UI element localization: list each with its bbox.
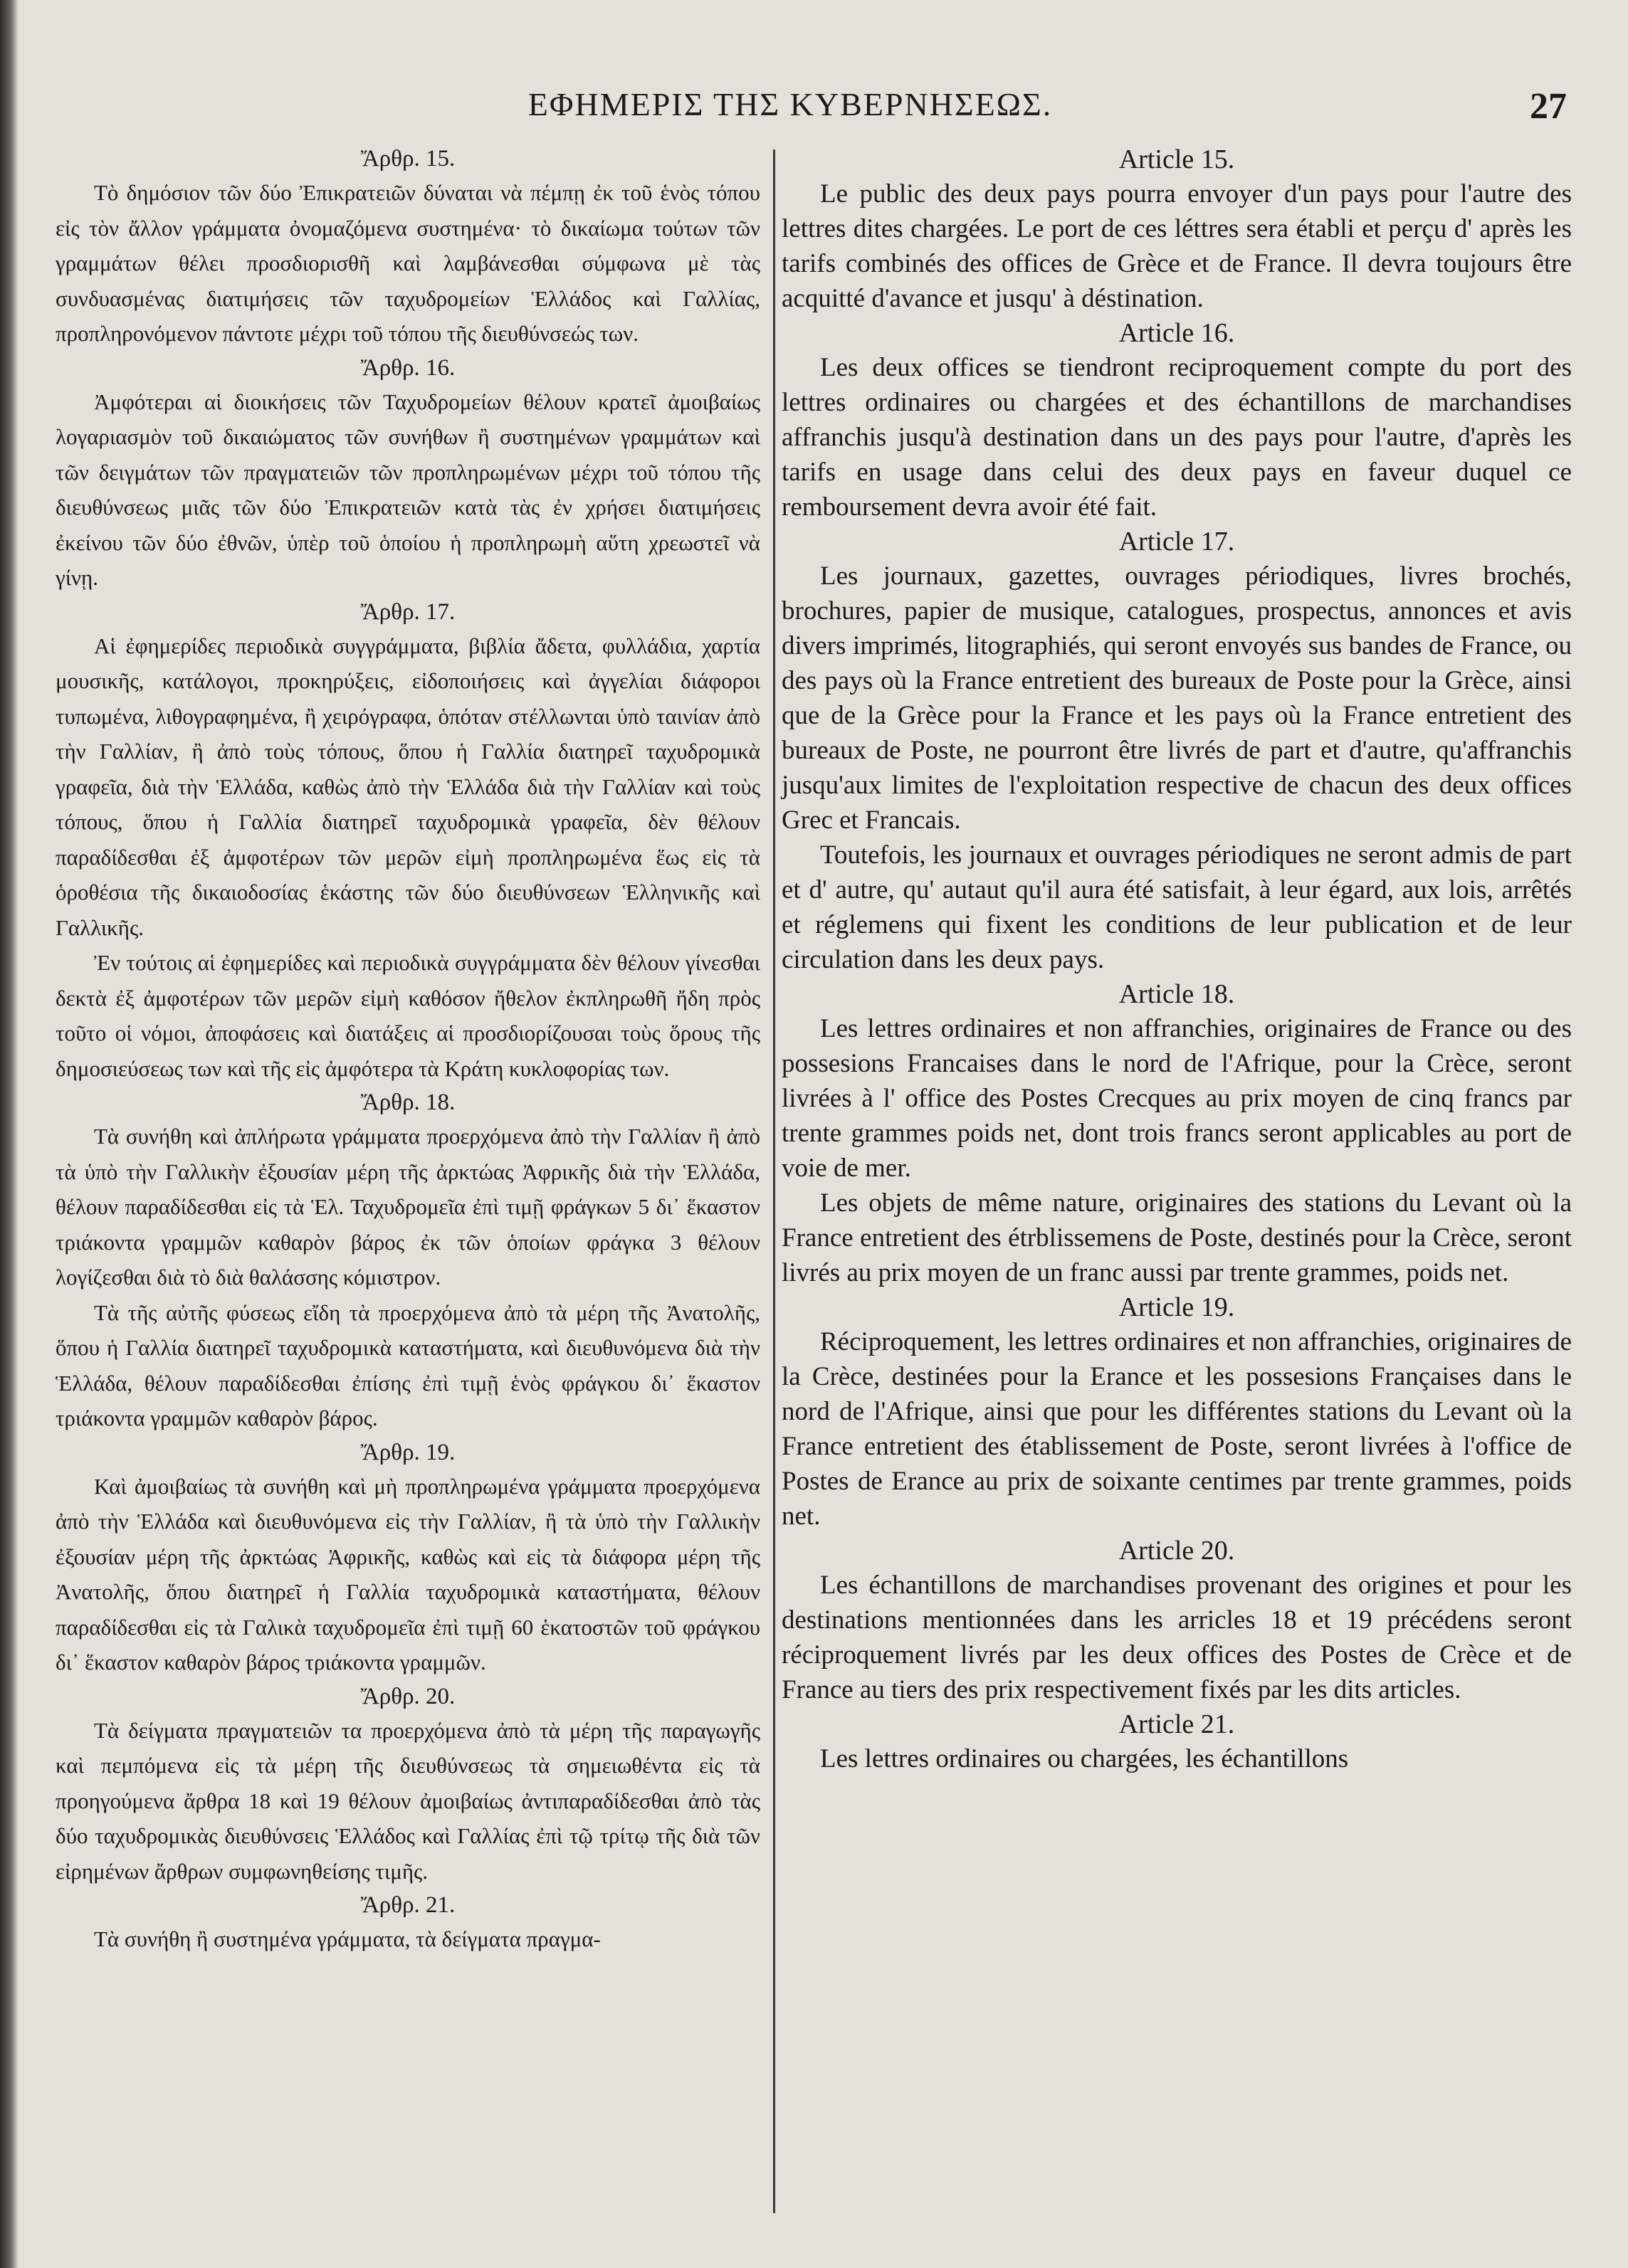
greek-article-19 (56, 1436, 760, 1680)
greek-article-16 (56, 352, 760, 596)
article-paragraph: Αἱ ἐφημερίδες περιοδικὰ συγγράμματα, βιβλία ἄδετα, φυλλάδια, χαρτία μουσικῆς, κατάλογοι, προκηρύξεις, εἰδοποιήσεις καὶ ἀγγελίαι διάφοροι τυπωμένα, λιθογραφημένα, ἢ χειρόγραφα, ὁπόταν στέλλωνται ὑπὸ ταινίαν ἀπὸ τὴν Γαλλίαν, ἢ ἀπὸ τοὺς τόπους, ὅπου ἡ Γαλλία διατηρεῖ ταχυδρομικὰ γραφεῖα, διὰ τὴν Ἑλλάδα, καθὼς ἀπὸ τὴν Ἑλλάδα διὰ τὴν Γαλλίαν καὶ τοὺς τόπους, ὅπου ἡ Γαλλία διατηρεῖ ταχυδρομικὰ γραφεῖα, δὲν θέλουν παραδίδεσθαι ἐξ ἀμφοτέρων τῶν μερῶν εἰμὴ προπληρωμένα ἕως εἰς τὰ ὁροθέσια τῆς δικαιοδοσίας ἑκάστης τῶν δύο διευθύνσεων Ἑλληνικῆς καὶ Γαλλικῆς. (56, 633, 760, 940)
column-divider (773, 149, 775, 2213)
binding-shadow (0, 0, 19, 2268)
article-paragraph: Les lettres ordinaires et non affranchies, originaires de France ou des possesions Francaises dans le nord de l'Afrique, pour la Crèce, seront livrées à l' office des Postes Crecques au prix moyen de cinq francs par trente grammes poids net, dont trois francs seront applicables au port de voie de mer. (782, 1014, 1572, 1183)
article-paragraph: Le public des deux pays pourra envoyer d'un pays pour l'autre des lettres dites chargées. Le port de ces léttres sera établi et perçu d' après les tarifs combinés des offices de Grèce et de France. Il devra toujours être acquitté d'avance et jusqu' à déstination. (782, 179, 1572, 313)
article-heading: Article 17. (1118, 527, 1235, 557)
greek-article-17 (56, 596, 760, 1087)
article-heading: Ἄρθρ. 15. (360, 146, 456, 172)
article-paragraph: Les lettres ordinaires ou chargées, les échantillons (820, 1744, 1349, 1773)
article-paragraph: Καὶ ἀμοιβαίως τὰ συνήθη καὶ μὴ προπληρωμένα γράμματα προερχόμενα ἀπὸ τὴν Ἑλλάδα καὶ διευθυνόμενα εἰς τὴν Γαλλίαν, ἢ τὰ ὑπὸ τὴν Γαλλικὴν ἐξουσίαν μέρη τῆς ἀρκτώας Ἀφρικῆς, καθὼς καὶ εἰς τὰ διάφορα μέρη τῆς Ἀνατολῆς, ὅπου διατηρεῖ ἡ Γαλλία ταχυδρομικὰ καταστήματα, θέλουν παραδίδεσθαι εἰς τὰ Γαλικὰ ταχυδρομεῖα ἐπὶ τιμῇ 60 ἑκατοστῶν τοῦ φράγκου δι᾽ ἕκαστον καθαρὸν βάρος τριάκοντα γραμμῶν. (56, 1473, 760, 1674)
article-paragraph: Les objets de même nature, originaires des stations du Levant où la France entretient des étrblissemens de Poste, destinés pour la Crèce, seront livrés au prix moyen de un franc aussi par trente grammes, poids net. (782, 1188, 1572, 1287)
french-article-21 (782, 1707, 1572, 1776)
article-paragraph: Τὰ τῆς αὐτῆς φύσεως εἴδη τὰ προερχόμενα ἀπὸ τὰ μέρη τῆς Ἀνατολῆς, ὅπου ἡ Γαλλία διατηρεῖ ταχυδρομικὰ καταστήματα, καὶ διευθυνόμενα διὰ τὴν Ἑλλάδα, θέλουν παραδίδεσθαι ἐπίσης ἐπὶ τιμῇ ἑνὸς φράγκου δι᾽ ἕκαστον τριάκοντα γραμμῶν καθαρὸν βάρος. (56, 1299, 760, 1430)
article-heading: Ἄρθρ. 18. (360, 1090, 456, 1115)
greek-article-20 (56, 1680, 760, 1889)
french-article-18 (782, 977, 1572, 1290)
page-title: ΕΦΗΜΕΡΙΣ ΤΗΣ ΚΥΒΕΡΝΗΣΕΩΣ. (527, 86, 1053, 122)
article-paragraph: Ἀμφότεραι αἱ διοικήσεις τῶν Ταχυδρομείων θέλουν κρατεῖ ἀμοιβαίως λογαριασμὸν τοῦ δικαιώματος τῶν συνήθων ἢ συστημένων γραμμάτων καὶ τῶν δειγμάτων τῶν πραγματειῶν τῶν προπληρωμένων μέχρι τοῦ τόπου τῆς διευθύνσεως μιᾶς τῶν δύο Ἐπικρατειῶν κατὰ τὰς ἐν χρήσει διατιμήσεις ἐκείνου τῶν δύο ἐθνῶν, ὑπὲρ τοῦ ὁποίου ἡ προπληρωμὴ αὕτη χρεωστεῖ νὰ γίνῃ. (56, 389, 760, 590)
article-heading: Ἄρθρ. 20. (360, 1683, 456, 1709)
french-article-20 (782, 1534, 1572, 1707)
article-paragraph: Τὰ δείγματα πραγματειῶν τα προερχόμενα ἀπὸ τὰ μέρη τῆς παραγωγῆς καὶ πεμπόμενα εἰς τὰ μέρη τῆς διευθύνσεως τὰ σημειωθέντα εἰς τὰ προηγούμενα ἄρθρα 18 καὶ 19 θέλουν ἀμοιβαίως ἀντιπαραδίδεσθαι ἀπὸ τὰς δύο ταχυδρομικὰς διευθύνσεις Ἑλλάδος καὶ Γαλλίας ἐπὶ τῷ τρίτῳ τῆς διὰ τῶν εἰρημένων ἄρθρων συμφωνηθείσης τιμῆς. (56, 1717, 760, 1884)
article-paragraph: Réciproquement, les lettres ordinaires et non affranchies, originaires de la Crèce, destinées pour la Erance et les possesions Françaises dans le nord de l'Afrique, ainsi que pour les différentes stations du Levant où la France entretient des établissement de Poste, seront livrées à l'office de Postes de Erance au prix de soixante centimes par trente grammes, poids net. (782, 1327, 1572, 1531)
french-column (782, 142, 1572, 1776)
article-paragraph: Les journaux, gazettes, ouvrages périodiques, livres brochés, brochures, papier de musique, catalogues, prospectus, annonces et avis divers imprimés, litographiés, qui seront envoyés sus bandes de France, ou des pays où la France entretient des bureaux de Poste pour la Grèce, ainsi que de la Grèce pour la France et les pays où la France entretient des bureaux de Poste, ne pourront être livrés de part et d'autre, qu'affranchis jusqu'aux limites de l'exploitation respective de chacun des deux offices Grec et Francais. (782, 561, 1572, 835)
article-paragraph: Les échantillons de marchandises provenant des origines et pour les destinations mentionnées dans les arricles 18 et 19 précédens seront réciproquement livrés par les deux offices des Postes de Crèce et de France au tiers des prix respectivement fixés par les dits articles. (782, 1571, 1572, 1704)
article-heading: Ἄρθρ. 17. (360, 598, 456, 625)
article-heading: Article 15. (1118, 144, 1235, 174)
article-paragraph: Les deux offices se tiendront reciproquement compte du port des lettres ordinaires ou chargées et des échantillons de marchandises affranchis jusqu'à destination dans un des pays pour l'autre, d'après les tarifs en usage dans celui des deux pays en faveur duquel ce remboursement devra avoir été fait. (782, 353, 1572, 522)
french-article-16 (782, 316, 1572, 524)
greek-article-21 (56, 1889, 760, 1957)
article-heading: Ἄρθρ. 21. (360, 1892, 456, 1918)
article-heading: Article 19. (1118, 1292, 1235, 1322)
greek-column (56, 142, 760, 1957)
page-number: 27 (1530, 86, 1567, 127)
article-paragraph: Τὸ δημόσιον τῶν δύο Ἐπικρατειῶν δύναται νὰ πέμπῃ ἐκ τοῦ ἑνὸς τόπου εἰς τὸν ἄλλον γράμματα ὀνομαζόμενα συστημένα· τὸ δικαίωμα τούτων τῶν γραμμάτων θέλει προσδιορισθῆ καὶ λαμβάνεσθαι σύμφωνα μὲ τὰς συνδυασμένας διατιμήσεις τῶν ταχυδρομείων Ἑλλάδος καὶ Γαλλίας, προπληρονόμενον πάντοτε μέχρι τοῦ τόπου τῆς διευθύνσεώς των. (56, 180, 760, 346)
article-heading: Ἄρθρ. 19. (360, 1439, 456, 1465)
article-paragraph: Τὰ συνήθη καὶ ἀπλήρωτα γράμματα προερχόμενα ἀπὸ τὴν Γαλλίαν ἢ ἀπὸ τὰ ὑπὸ τὴν Γαλλικὴν ἐξουσίαν μέρη τῆς ἀρκτώας Ἀφρικῆς διὰ τὴν Ἑλλάδα, θέλουν παραδίδεσθαι εἰς τὰ Ἑλ. Ταχυδρομεῖα ἐπὶ τιμῇ φράγκων 5 δι᾽ ἕκαστον τριάκοντα γραμμῶν καθαρὸν βάρος ἐκ τῶν ὁποίων φράγκα 3 θέλουν λογίζεσθαι διὰ τὸ διὰ θαλάσσης κόμιστρον. (56, 1124, 760, 1289)
french-article-17 (782, 524, 1572, 977)
article-heading: Article 21. (1118, 1709, 1235, 1739)
article-heading: Article 16. (1118, 318, 1235, 348)
greek-article-15 (56, 142, 760, 352)
article-heading: Article 20. (1118, 1536, 1235, 1566)
article-heading: Ἄρθρ. 16. (360, 354, 456, 381)
article-heading: Article 18. (1118, 979, 1235, 1009)
greek-article-18 (56, 1086, 760, 1436)
article-paragraph: Toutefois, les journaux et ouvrages périodiques ne seront admis de part et d' autre, qu' autaut qu'il aura été satisfait, à leur égard, aux lois, arrêtés et réglemens qui fixent les conditions de leur publication et de leur circulation dans les deux pays. (782, 840, 1572, 974)
french-article-19 (782, 1290, 1572, 1534)
article-paragraph: Ἐν τούτοις αἱ ἐφημερίδες καὶ περιοδικὰ συγγράμματα δὲν θέλουν γίνεσθαι δεκτὰ ἐξ ἀμφοτέρων τῶν μερῶν εἰμὴ καθόσον ἤθελον ἐκπληρωθῆ ἤδη πρὸς τοῦτο οἱ νόμοι, ἀποφάσεις καὶ διατάξεις αἱ προσδιορίζουσαι τοὺς ὅρους τῆς δημοσιεύσεως των καὶ τῆς εἰς ἀμφότερα τὰ Κράτη κυκλοφορίας των. (56, 950, 760, 1081)
french-article-15 (782, 142, 1572, 316)
article-paragraph: Τὰ συνήθη ἢ συστημένα γράμματα, τὰ δείγματα πραγμα- (94, 1926, 601, 1951)
